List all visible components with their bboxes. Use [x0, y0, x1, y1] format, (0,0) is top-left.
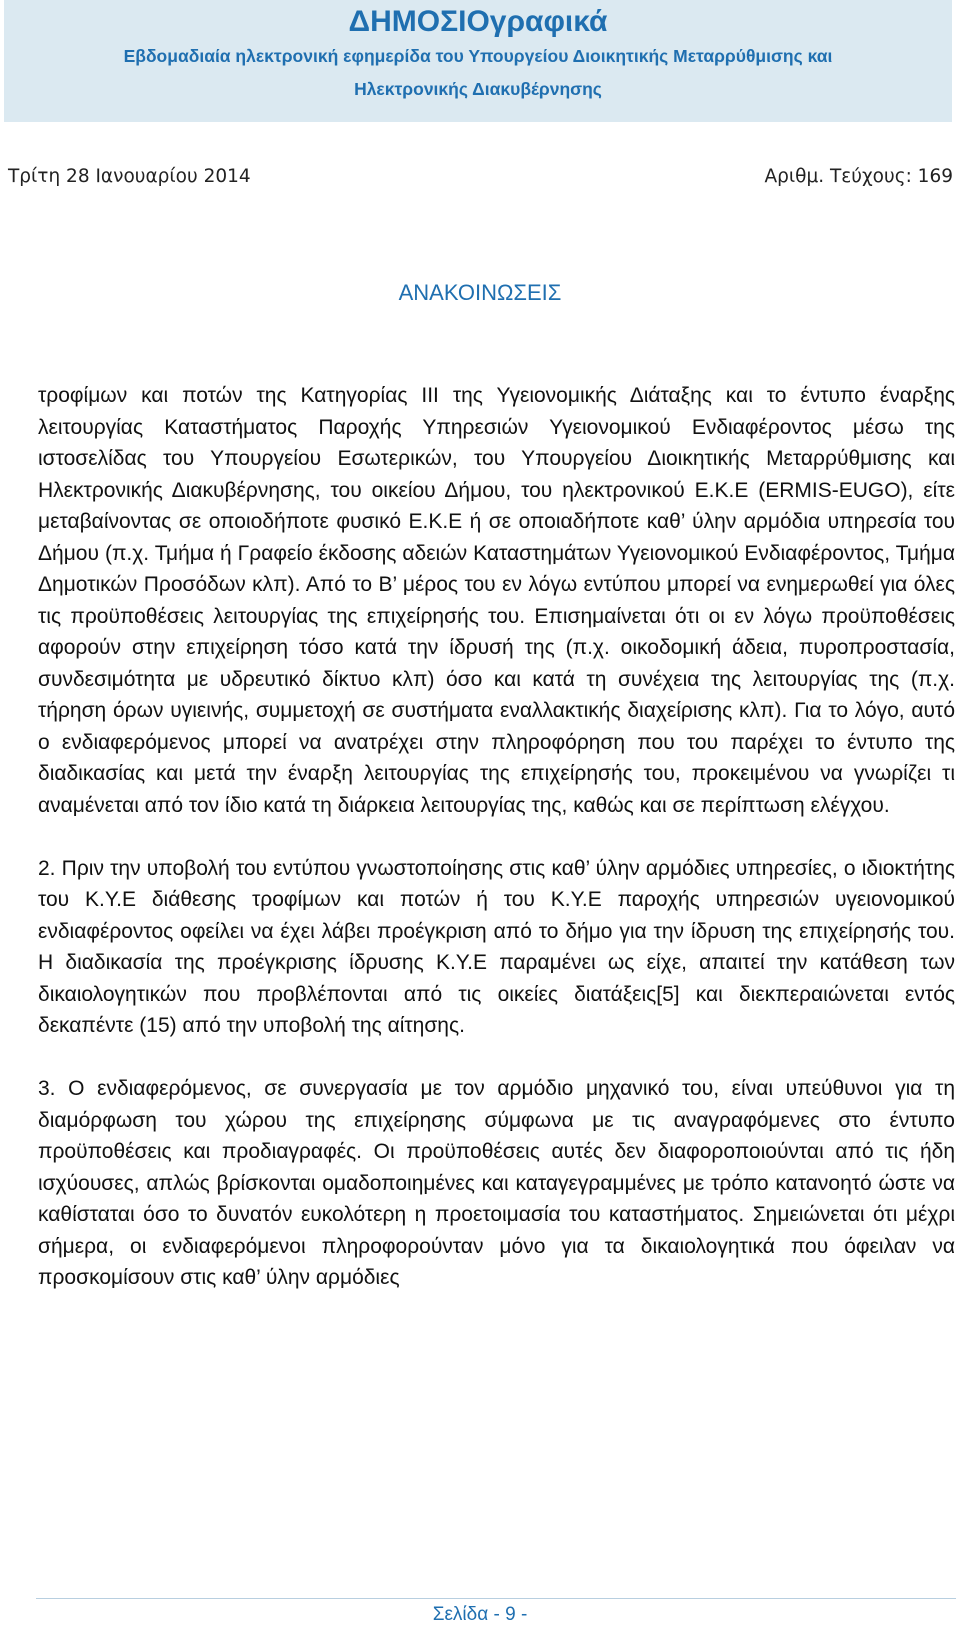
masthead-title: ΔΗΜΟΣΙΟγραφικά — [348, 5, 608, 38]
issue-date: Τρίτη 28 Ιανουαρίου 2014 — [8, 166, 251, 187]
section-heading: ΑΝΑΚΟΙΝΩΣΕΙΣ — [398, 280, 562, 305]
article-body — [38, 380, 955, 1294]
issue-number: Αριθμ. Τεύχους: 169 — [764, 166, 953, 187]
issue-meta-row — [8, 166, 953, 187]
masthead-subtitle-line2: Ηλεκτρονικής Διακυβέρνησης — [354, 79, 602, 99]
paragraph-item-2: 2. Πριν την υποβολή του εντύπου γνωστοποίησης στις καθ’ ύλην αρμόδιες υπηρεσίες, ο ιδιοκτήτης του Κ.Υ.Ε διάθεσης τροφίμων και ποτών ή του Κ.Υ.Ε παροχής υπηρεσιών υγειονομικού ενδιαφέροντος οφείλει να έχει λάβει προέγκριση από το δήμο για την ίδρυση της επιχείρησής του. Η διαδικασία της προέγκρισης ίδρυσης Κ.Υ.Ε παραμένει ως είχε, απαιτεί την κατάθεση των δικαιολογητικών που προβλέπονται από τις οικείες διατάξεις[5] και διεκπεραιώνεται εντός δεκαπέντε (15) από την υποβολή της αίτησης. — [38, 856, 955, 1037]
masthead-subtitle-line1: Εβδομαδιαία ηλεκτρονική εφημερίδα του Υπουργείου Διοικητικής Μεταρρύθμισης και — [123, 46, 833, 66]
paragraph-continued: τροφίμων και ποτών της Κατηγορίας ΙΙΙ της Υγειονομικής Διάταξης και το έντυπο έναρξης λειτουργίας Καταστήματος Παροχής Υπηρεσιών Υγειονομικού Ενδιαφέροντος μέσω της ιστοσελίδας του Υπουργείου Εσωτερικών, του Υπουργείου Διοικητικής Μεταρρύθμισης και Ηλεκτρονικής Διακυβέρνησης, του οικείου Δήμου, του ηλεκτρονικού Ε.Κ.Ε (ERMIS-EUGO), είτε μεταβαίνοντας σε οποιοδήποτε φυσικό Ε.Κ.Ε ή σε οποιαδήποτε καθ’ ύλην αρμόδια υπηρεσία του Δήμου (π.χ. Τμήμα ή Γραφείο έκδοσης αδειών Καταστημάτων Υγειονομικού Ενδιαφέροντος, Τμήμα Δημοτικών Προσόδων κλπ). Από το Β’ μέρος του εν λόγω εντύπου μπορεί να ενημερωθεί για όλες τις προϋποθέσεις λειτουργίας της επιχείρησής του. Επισημαίνεται ότι οι εν λόγω προϋποθέσεις αφορούν στην επιχείρηση τόσο κατά την ίδρυσή της (π.χ. οικοδομική άδεια, πυροπροστασία, συνδεσιμότητα με υδρευτικό δίκτυο κλπ) όσο και κατά τη συνέχεια της λειτουργίας της (π.χ. τήρηση όρων υγιεινής, συμμετοχή σε συστήματα εναλλακτικής διαχείρισης κλπ). Για το λόγο, αυτό ο ενδιαφερόμενος μπορεί να ανατρέχει στην πληροφόρηση που του παρέχει το έντυπο της διαδικασίας και μετά την έναρξη λειτουργίας της επιχείρησής του, προκειμένου να γνωρίζει τι αναμένεται από τον ίδιο κατά τη διάρκεια λειτουργίας της, καθώς και σε περίπτωση ελέγχου. — [38, 384, 955, 817]
paragraph-item-3: 3. Ο ενδιαφερόμενος, σε συνεργασία με τον αρμόδιο μηχανικό του, είναι υπεύθυνοι για τη διαμόρφωση του χώρου της επιχείρησης σύμφωνα με τις αναγραφόμενες στο έντυπο προϋποθέσεις και προδιαγραφές. Οι προϋποθέσεις αυτές δεν διαφοροποιούνται από τις ήδη ισχύουσες, απλώς βρίσκονται ομαδοποιημένες και καταγεγραμμένες με τρόπο κατανοητό ώστε να καθίσταται όσο το δυνατόν ευκολότερη η προετοιμασία του καταστήματος. Σημειώνεται ότι μέχρι σήμερα, οι ενδιαφερόμενοι πληροφορούνταν μόνο για τα δικαιολογητικά που όφειλαν να προσκομίσουν στις καθ’ ύλην αρμόδιες — [38, 1077, 955, 1289]
footer-divider — [36, 1598, 956, 1599]
page-number: Σελίδα - 9 - — [432, 1604, 528, 1625]
masthead-banner — [4, 0, 952, 122]
